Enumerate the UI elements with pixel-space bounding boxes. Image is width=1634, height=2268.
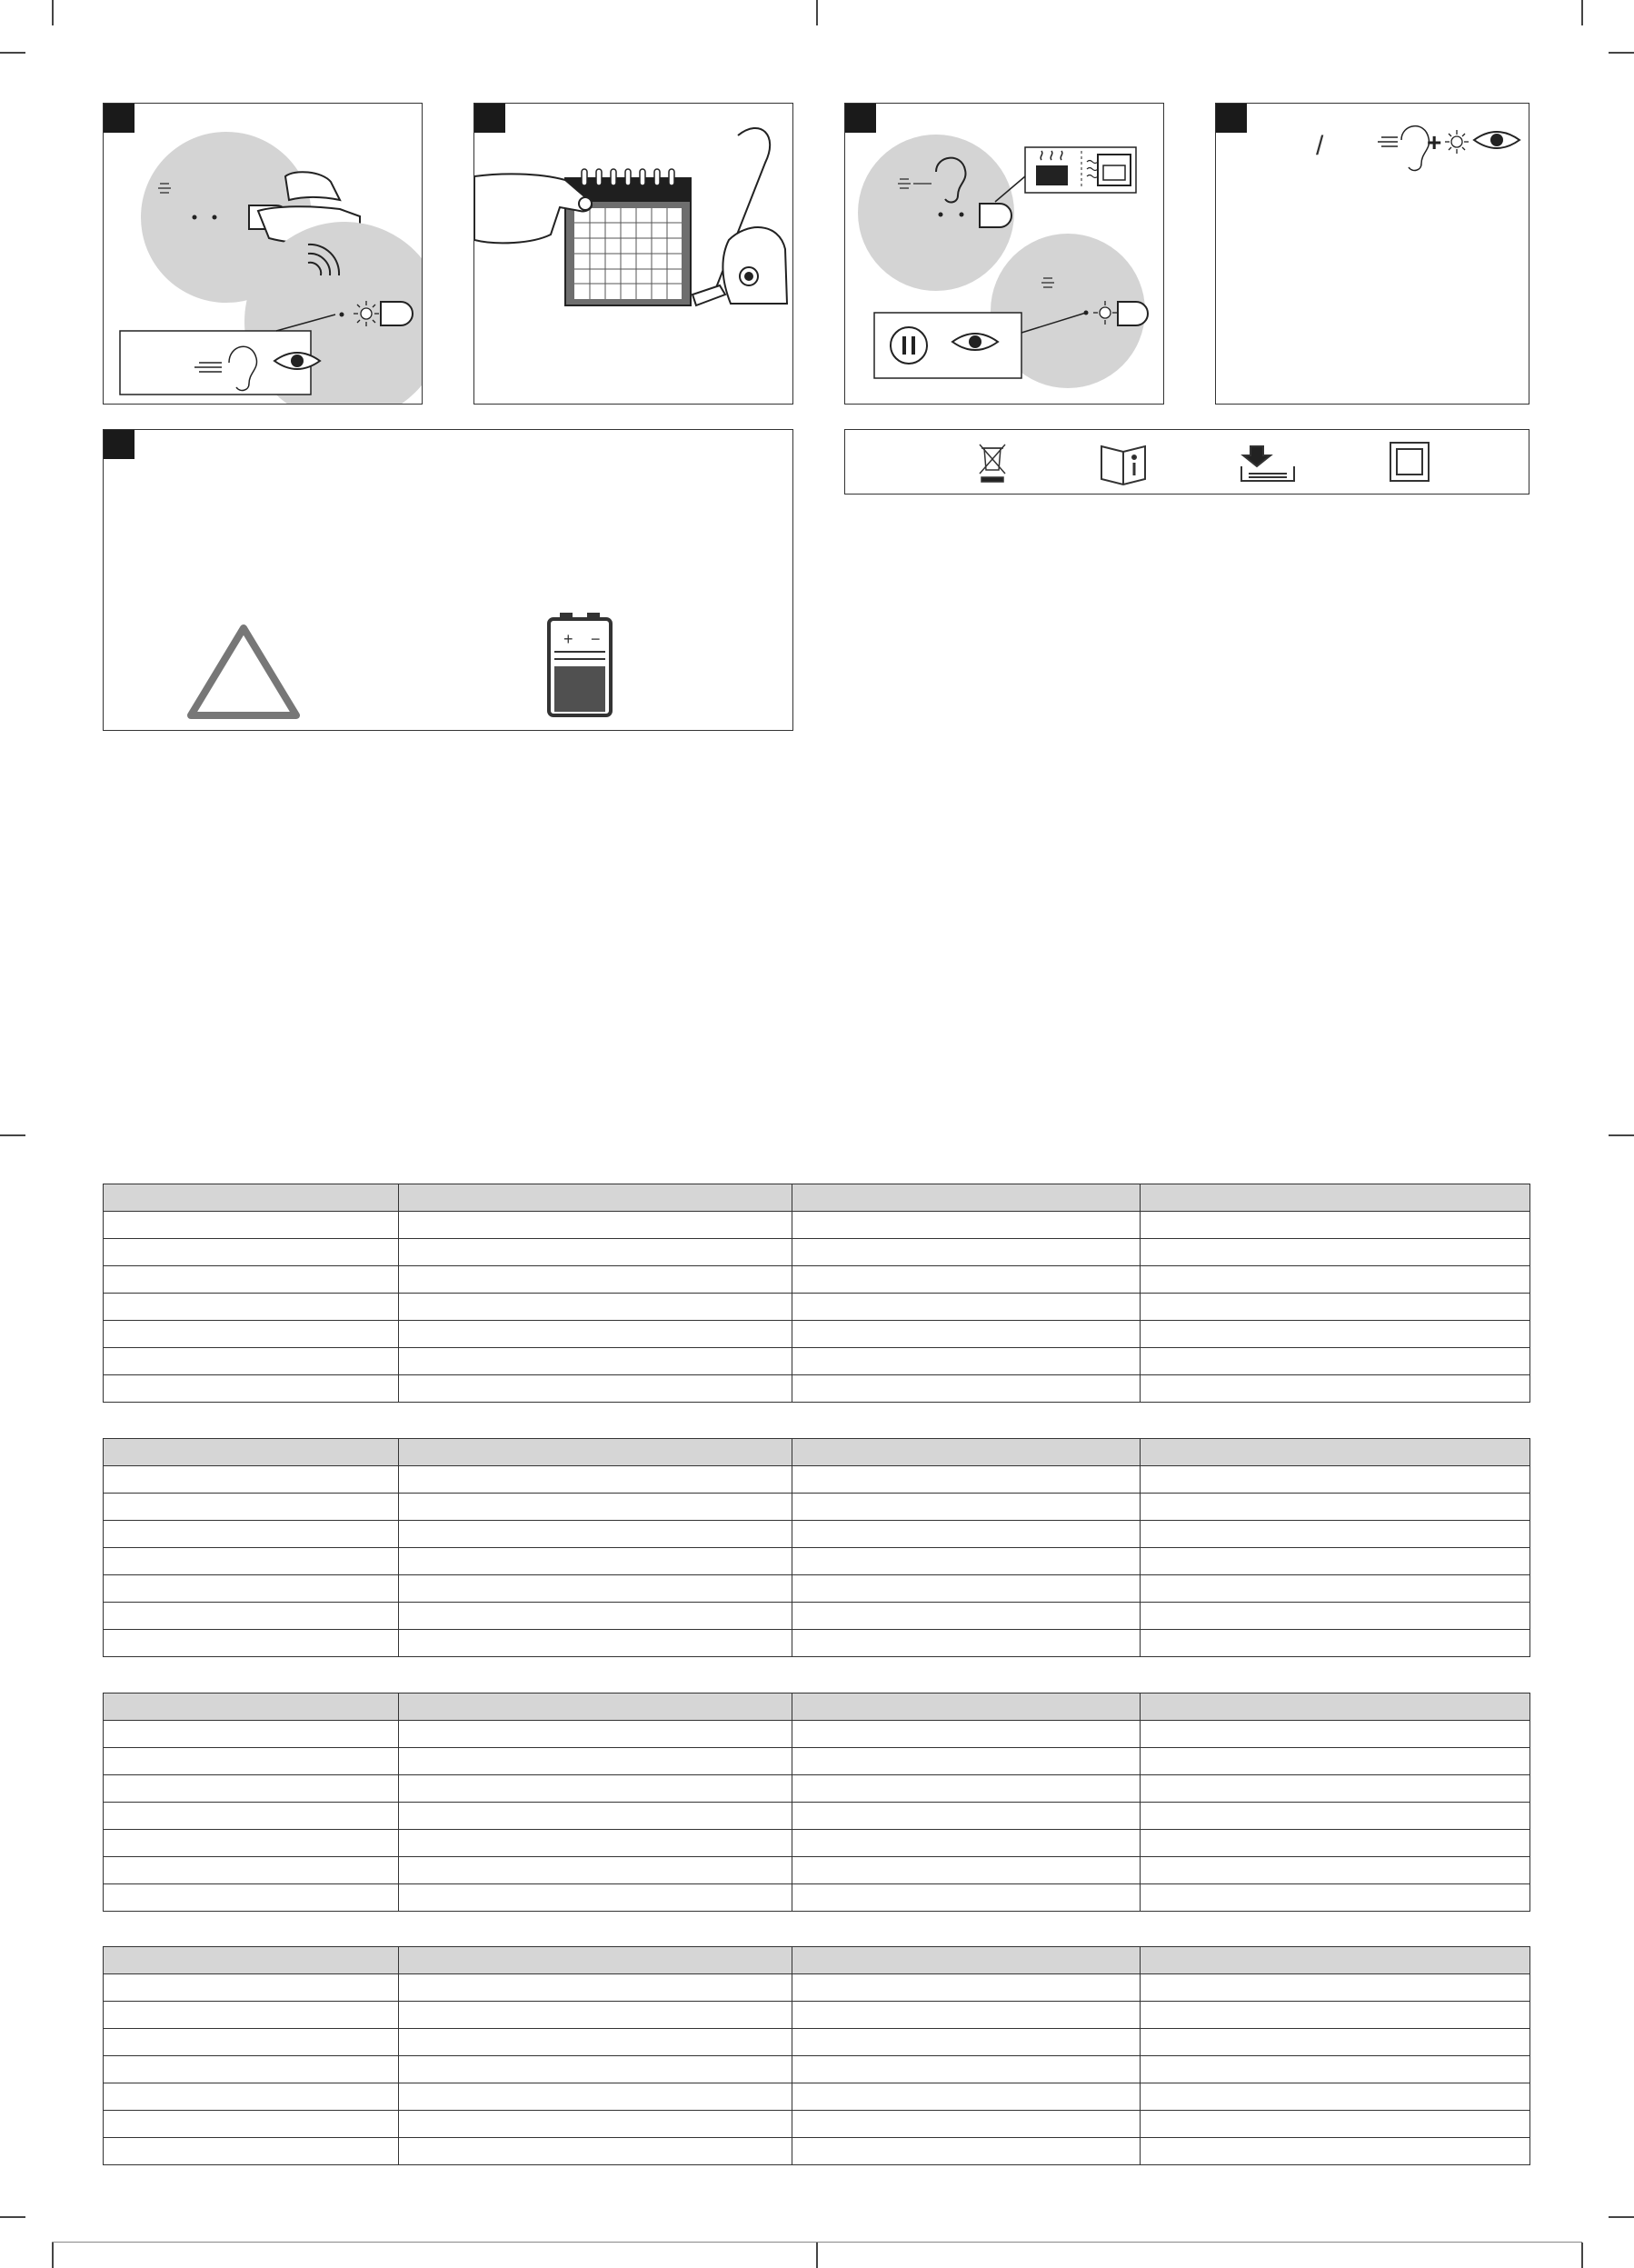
crop-mark xyxy=(816,0,818,25)
table-row xyxy=(104,1466,1530,1494)
table-row xyxy=(104,1748,1530,1775)
spec-table-4 xyxy=(103,1946,1530,2165)
table-row xyxy=(104,1630,1530,1657)
battery-plus-label: + xyxy=(563,630,573,648)
crop-mark xyxy=(816,2243,818,2268)
spec-table-3 xyxy=(103,1693,1530,1912)
battery-minus-label: − xyxy=(591,630,601,648)
battery-icon xyxy=(549,613,611,715)
panel-signals xyxy=(1215,103,1529,405)
crop-mark xyxy=(1581,2243,1583,2268)
crop-mark xyxy=(0,52,25,54)
read-manual-icon xyxy=(1101,446,1145,485)
table-row xyxy=(104,1348,1530,1375)
table-row xyxy=(104,1212,1530,1239)
table-row xyxy=(104,2083,1530,2111)
table-row xyxy=(104,1266,1530,1294)
table-row xyxy=(104,1575,1530,1603)
crop-mark xyxy=(52,2243,54,2268)
crop-mark xyxy=(1609,1134,1634,1136)
table-row xyxy=(104,1974,1530,2002)
panel-test-button xyxy=(103,103,423,405)
battery-warning-illustration xyxy=(104,430,793,731)
install-ceiling-icon xyxy=(1241,446,1294,481)
table-header-row xyxy=(104,1439,1530,1466)
led-flash-icon xyxy=(1445,130,1469,154)
slash-separator: / xyxy=(1316,131,1324,161)
symbols-bar xyxy=(844,429,1529,495)
table-row xyxy=(104,1375,1530,1403)
spec-table-1 xyxy=(103,1184,1530,1403)
led-flash-icon xyxy=(354,301,379,326)
table-row xyxy=(104,2111,1530,2138)
table-row xyxy=(104,1803,1530,1830)
table-row xyxy=(104,1239,1530,1266)
crop-mark xyxy=(0,2216,25,2218)
vacuum-cleaner-icon xyxy=(692,128,787,305)
bottom-rule xyxy=(52,2242,1582,2243)
table-row xyxy=(104,1884,1530,1912)
table-row xyxy=(104,2056,1530,2083)
test-button-illustration xyxy=(104,104,423,405)
warning-triangle-icon xyxy=(191,628,296,715)
plus-sign: + xyxy=(1427,128,1442,156)
panel-battery-warning xyxy=(103,429,793,731)
table-row xyxy=(104,1494,1530,1521)
spec-table-2 xyxy=(103,1438,1530,1657)
panel-hush-mode xyxy=(844,103,1164,405)
table-row xyxy=(104,1603,1530,1630)
crop-mark xyxy=(1609,2216,1634,2218)
table-row xyxy=(104,2002,1530,2029)
table-header-row xyxy=(104,1694,1530,1721)
weee-bin-icon xyxy=(980,445,1005,482)
crop-mark xyxy=(1581,0,1583,25)
crop-mark xyxy=(1609,52,1634,54)
eye-icon xyxy=(1474,132,1519,148)
table-row xyxy=(104,1857,1530,1884)
crop-mark xyxy=(0,1134,25,1136)
calendar-icon xyxy=(565,169,691,305)
signals-illustration xyxy=(1216,104,1529,405)
table-header-row xyxy=(104,1184,1530,1212)
table-row xyxy=(104,1775,1530,1803)
double-insulation-icon xyxy=(1390,443,1429,481)
table-row xyxy=(104,1721,1530,1748)
weekly-test-illustration xyxy=(474,104,793,405)
pause-icon xyxy=(891,327,927,364)
table-row xyxy=(104,1294,1530,1321)
table-row xyxy=(104,1548,1530,1575)
panel-weekly-test xyxy=(473,103,793,405)
table-row xyxy=(104,1830,1530,1857)
hearing-icon xyxy=(1378,126,1430,171)
table-header-row xyxy=(104,1947,1530,1974)
crop-mark xyxy=(52,0,54,25)
hush-mode-illustration xyxy=(845,104,1164,405)
table-row xyxy=(104,2138,1530,2165)
table-row xyxy=(104,1521,1530,1548)
table-row xyxy=(104,2029,1530,2056)
table-row xyxy=(104,1321,1530,1348)
